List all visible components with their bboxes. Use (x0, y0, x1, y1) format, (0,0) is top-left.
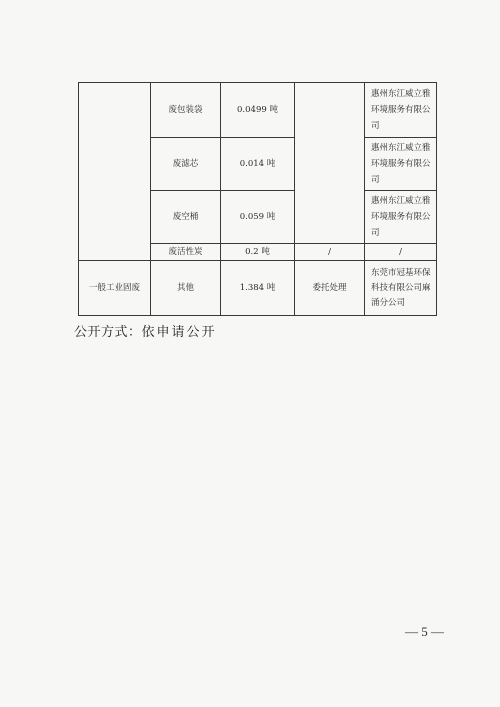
category-cell: 一般工业固废 (79, 261, 151, 316)
waste-name-cell: 废滤芯 (151, 138, 221, 191)
disposal-company-cell: 惠州东江威立雅环境服务有限公司 (365, 138, 437, 191)
waste-amount-cell: 0.0499 吨 (221, 83, 295, 138)
disposal-company-cell: / (365, 244, 437, 261)
waste-amount-cell: 0.059 吨 (221, 191, 295, 244)
waste-disposal-table (78, 82, 437, 316)
disposal-company-cell: 惠州东江威立雅环境服务有限公司 (365, 83, 437, 138)
disposal-method-cell: / (295, 244, 365, 261)
table-row (79, 261, 437, 316)
waste-amount-cell: 0.014 吨 (221, 138, 295, 191)
waste-amount-cell: 0.2 吨 (221, 244, 295, 261)
waste-amount-cell: 1.384 吨 (221, 261, 295, 316)
waste-name-cell: 废包装袋 (151, 83, 221, 138)
waste-name-cell: 废活性炭 (151, 244, 221, 261)
disposal-company-cell: 东莞市冠基环保科技有限公司麻涌分公司 (365, 261, 437, 316)
disposal-company-cell: 惠州东江威立雅环境服务有限公司 (365, 191, 437, 244)
disclosure-method (74, 321, 217, 340)
disposal-method-cell (295, 83, 365, 244)
category-cell (79, 83, 151, 261)
page-number: — 5 — (405, 624, 444, 639)
waste-name-cell: 其他 (151, 261, 221, 316)
disclosure-label: 公开方式： (74, 325, 142, 340)
disposal-method-cell: 委托处理 (295, 261, 365, 316)
disclosure-value: 依申请公开 (141, 325, 217, 340)
table-row (79, 83, 437, 138)
waste-name-cell: 废空桶 (151, 191, 221, 244)
